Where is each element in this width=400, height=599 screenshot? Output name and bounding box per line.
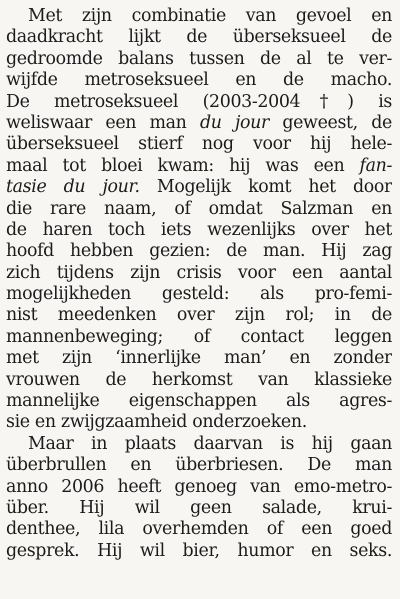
text-run: geweest, de: [268, 112, 392, 133]
text-line: [6, 6, 392, 27]
text-run: weliswaar een man: [6, 112, 200, 133]
text-line: [6, 199, 392, 220]
text-line: [6, 70, 392, 91]
text-run: wijfde metroseksueel en de macho.: [6, 70, 392, 91]
text-run: über. Hij wil geen salade, krui-: [6, 497, 392, 518]
text-line: [6, 541, 392, 562]
text-run: daadkracht lijkt de überseksueel de: [6, 27, 392, 48]
text-run: sie en zwijgzaamheid onderzoeken.: [6, 412, 307, 433]
text-line: [6, 113, 392, 134]
text-run: met zijn ‘innerlijke man’ en zonder: [6, 348, 392, 369]
text-line: [6, 220, 392, 241]
text-line: [6, 134, 392, 155]
text-run: denthee, lila overhemden of een goed: [6, 519, 392, 540]
paragraph-1: [6, 6, 392, 434]
text-line: [6, 348, 392, 369]
text-run: die rare naam, of omdat Salzman en: [6, 198, 392, 219]
text-run: mannenbeweging; of contact leggen: [6, 326, 392, 347]
text-line: [6, 27, 392, 48]
text-line: [6, 241, 392, 262]
text-run: Maar in plaats daarvan is hij gaan: [28, 433, 392, 454]
text-run: hoofd hebben gezien: de man. Hij zag: [6, 241, 392, 262]
text-run: zich tijdens zijn crisis voor een aantal: [6, 262, 392, 283]
text-line: [6, 434, 392, 455]
italic-text: du jour: [199, 112, 269, 133]
paragraph-2: [6, 434, 392, 562]
text-line: [6, 519, 392, 540]
text-run: überbrullen en überbriesen. De man: [6, 455, 392, 476]
text-run: maal tot bloei kwam: hij was een: [6, 155, 360, 176]
italic-text: fan-: [359, 155, 392, 176]
text-run: mogelijkheden gesteld: als pro-femi-: [6, 284, 392, 305]
text-line: [6, 92, 392, 113]
text-line: [6, 49, 392, 70]
text-run: Mogelijk komt het door: [139, 177, 392, 198]
text-run: mannelijke eigenschappen als agres-: [6, 391, 392, 412]
text-line: [6, 370, 392, 391]
text-line: [6, 305, 392, 326]
text-line: [6, 391, 392, 412]
text-line: [6, 177, 392, 198]
text-run: überseksueel stierf nog voor hij hele-: [6, 134, 392, 155]
text-run: de haren toch iets wezenlijks over het: [6, 219, 392, 240]
text-run: anno 2006 heeft genoeg van emo-metro-: [6, 476, 392, 497]
text-run: nist meedenken over zijn rol; in de: [6, 305, 392, 326]
text-line: [6, 477, 392, 498]
text-line: [6, 156, 392, 177]
text-run: gedroomde balans tussen de al te ver-: [6, 48, 392, 69]
text-run: De metroseksueel (2003-2004†) is: [6, 91, 392, 112]
text-line: [6, 284, 392, 305]
text-line: [6, 263, 392, 284]
text-line: [6, 498, 392, 519]
text-run: vrouwen de herkomst van klassieke: [6, 369, 392, 390]
text-run: Met zijn combinatie van gevoel en: [28, 6, 392, 26]
text-run: gesprek. Hij wil bier, humor en seks.: [6, 540, 392, 561]
text-line: [6, 455, 392, 476]
text-line: [6, 327, 392, 348]
italic-text: tasie du jour.: [6, 177, 140, 198]
text-line: [6, 412, 392, 433]
